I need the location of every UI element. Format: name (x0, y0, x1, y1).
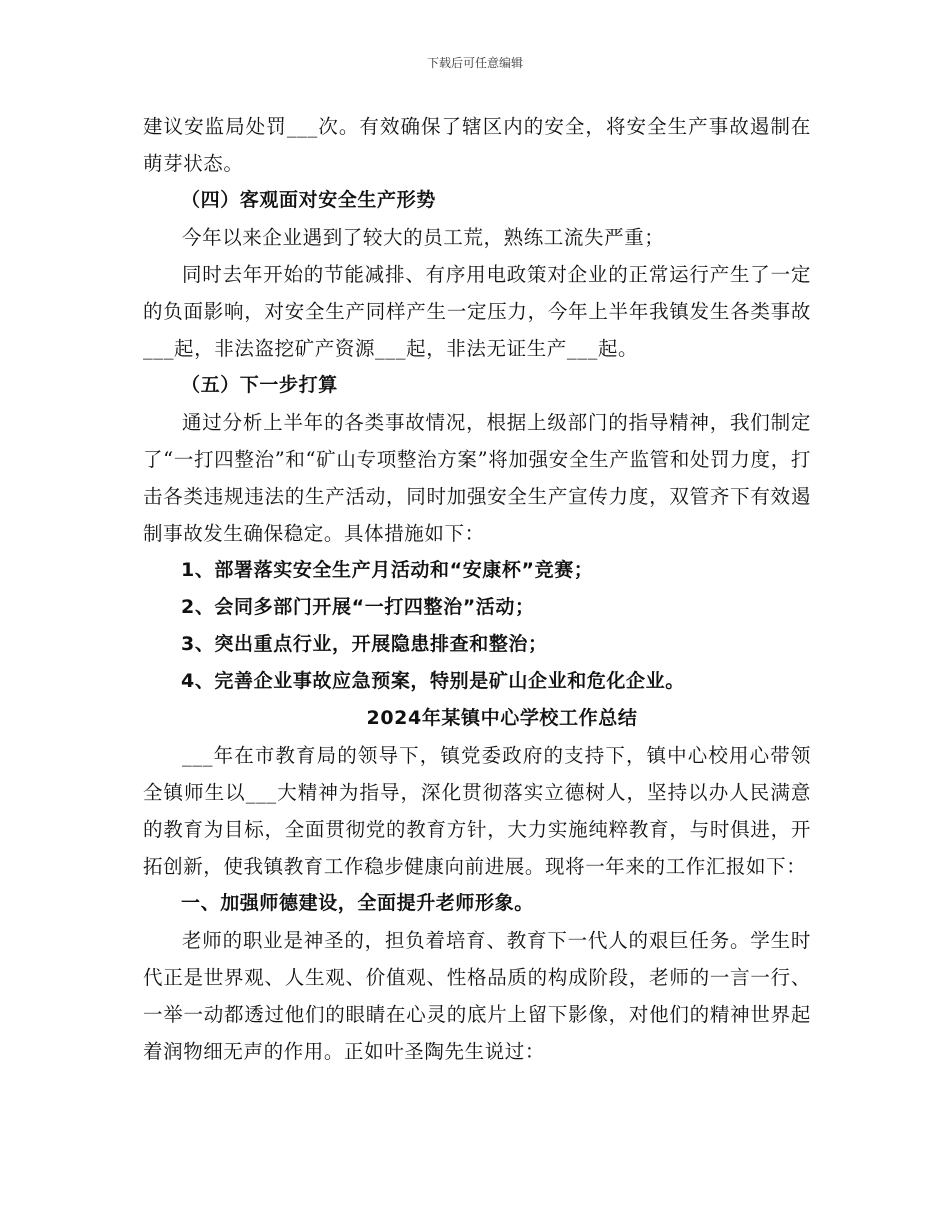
document-title: 2024年某镇中心学校工作总结 (366, 707, 638, 729)
paragraph-next-plan: 通过分析上半年的各类事故情况，根据上级部门的指导精神，我们制定了“一打四整治”和“矿山专项整治方案”将加强安全生产监管和处罚力度，打击各类违规违法的生产活动，同时加强安全生产宣传力度，双管齐下有效遏制事故发生确保稳定。具体措施如下： (143, 411, 811, 545)
page-header: 下载后可任意编辑 (426, 56, 523, 70)
measure-item-4: 4、完善企业事故应急预案，特别是矿山企业和危化企业。 (181, 670, 685, 692)
paragraph-labor-shortage: 今年以来企业遇到了较大的员工荒，熟练工流失严重； (182, 226, 665, 249)
measure-item-2: 2、会同多部门开展“一打四整治”活动； (181, 596, 535, 618)
measure-item-3: 3、突出重点行业，开展隐患排查和整治； (181, 633, 548, 655)
heading-teacher-ethics: 一、加强师德建设，全面提升老师形象。 (181, 892, 534, 914)
measure-item-1: 1、部署落实安全生产月活动和“安康杯”竞赛； (181, 559, 594, 581)
paragraph-penalty: 建议安监局处罚___次。有效确保了辖区内的安全，将安全生产事故遏制在萌芽状态。 (143, 115, 811, 175)
heading-section-5: （五）下一步打算 (181, 374, 338, 396)
paragraph-energy-policy: 同时去年开始的节能减排、有序用电政策对企业的正常运行产生了一定的负面影响，对安全生产同样产生一定压力，今年上半年我镇发生各类事故___起，非法盗挖矿产资源___起，非法无证生产___起。 (143, 263, 811, 360)
paragraph-school-intro: ___年在市教育局的领导下，镇党委政府的支持下，镇中心校用心带领全镇师生以___大精神为指导，深化贯彻落实立德树人，坚持以办人民满意的教育为目标，全面贯彻党的教育方针，大力实施纯粹教育，与时俱进，开拓创新，使我镇教育工作稳步健康向前进展。现将一年来的工作汇报如下： (143, 744, 811, 878)
heading-section-4: （四）客观面对安全生产形势 (181, 189, 436, 211)
paragraph-teacher-role: 老师的职业是神圣的，担负着培育、教育下一代人的艰巨任务。学生时代正是世界观、人生观、价值观、性格品质的构成阶段，老师的一言一行、一举一动都透过他们的眼睛在心灵的底片上留下影像，对他们的精神世界起着润物细无声的作用。正如叶圣陶先生说过： (143, 929, 811, 1063)
document-body (143, 108, 811, 1070)
